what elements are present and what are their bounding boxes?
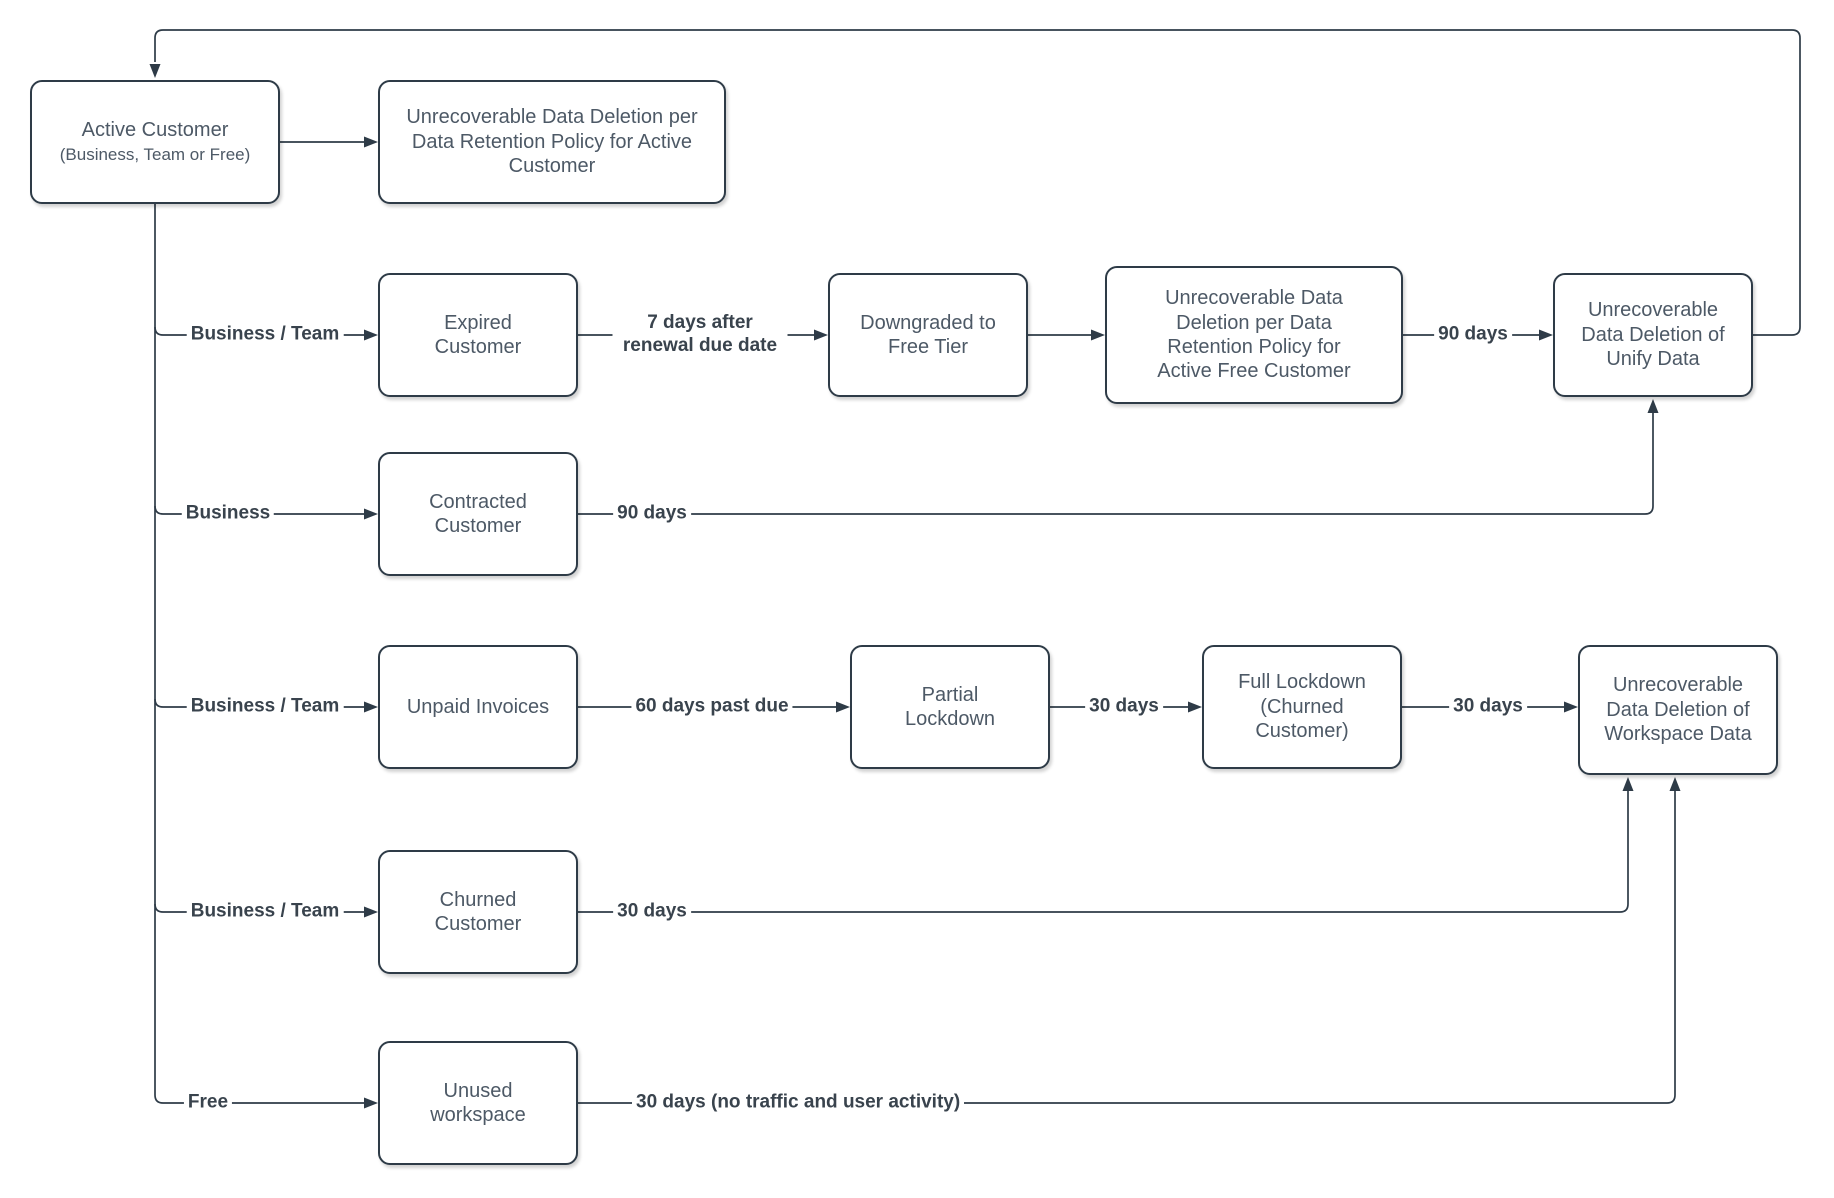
arrowhead-partial bbox=[836, 702, 850, 713]
branch-label-business-contracted: Business bbox=[182, 503, 274, 526]
arrowhead-unpaid bbox=[364, 702, 378, 713]
node-unpaid-invoices[interactable]: Unpaid Invoices bbox=[378, 645, 578, 769]
branch-label-business-team-expired: Business / Team bbox=[187, 324, 344, 347]
edge-label-30-days-full-workspace: 30 days bbox=[1449, 696, 1527, 719]
edge-label-60-days-past-due: 60 days past due bbox=[631, 696, 792, 719]
node-policy-active-free-customer[interactable]: Unrecoverable Data Deletion per Data Retention Policy for Active Free Customer bbox=[1105, 266, 1403, 404]
edge-label-30-days-churned: 30 days bbox=[613, 901, 691, 924]
arrowhead-workspace-bottom-1 bbox=[1623, 777, 1634, 791]
arrowhead-unify-bottom bbox=[1648, 399, 1659, 413]
edge-unused-workspace bbox=[578, 791, 1675, 1103]
arrowhead-contracted bbox=[364, 509, 378, 520]
branch-label-business-team-unpaid: Business / Team bbox=[187, 696, 344, 719]
arrowhead-policyfree bbox=[1091, 330, 1105, 341]
arrowhead-workspace-left bbox=[1564, 702, 1578, 713]
edge-label-90-days-contracted: 90 days bbox=[613, 503, 691, 526]
node-churned-customer[interactable]: Churned Customer bbox=[378, 850, 578, 974]
edge-label-90-days-policyfree: 90 days bbox=[1434, 324, 1512, 347]
node-workspace-data-deletion[interactable]: Unrecoverable Data Deletion of Workspace Data bbox=[1578, 645, 1778, 775]
edge-contracted-unify bbox=[578, 413, 1653, 514]
node-expired-customer[interactable]: Expired Customer bbox=[378, 273, 578, 397]
arrowhead-churned bbox=[364, 907, 378, 918]
edge-label-7-days-after-renewal: 7 days after renewal due date bbox=[613, 312, 788, 358]
branch-label-business-team-churned: Business / Team bbox=[187, 901, 344, 924]
node-active-customer[interactable] bbox=[30, 80, 280, 204]
node-active-customer-label: Active Customer (Business, Team or Free) bbox=[59, 118, 251, 164]
node-contracted-customer[interactable]: Contracted Customer bbox=[378, 452, 578, 576]
node-full-lockdown[interactable]: Full Lockdown (Churned Customer) bbox=[1202, 645, 1402, 769]
arrowhead-policy-active bbox=[364, 137, 378, 148]
arrowhead-unused bbox=[364, 1098, 378, 1109]
edge-churned-workspace bbox=[578, 791, 1628, 912]
edge-label-30-days-partial-full: 30 days bbox=[1085, 696, 1163, 719]
node-unify-data-deletion[interactable]: Unrecoverable Data Deletion of Unify Data bbox=[1553, 273, 1753, 397]
node-partial-lockdown[interactable]: Partial Lockdown bbox=[850, 645, 1050, 769]
node-downgraded-free-tier[interactable]: Downgraded to Free Tier bbox=[828, 273, 1028, 397]
arrowhead-unify-left bbox=[1539, 330, 1553, 341]
arrowhead-expired bbox=[364, 330, 378, 341]
branch-label-free-unused: Free bbox=[184, 1092, 232, 1115]
arrowhead-downgraded bbox=[814, 330, 828, 341]
arrowhead-workspace-bottom-2 bbox=[1670, 777, 1681, 791]
edge-label-30-days-no-traffic: 30 days (no traffic and user activity) bbox=[632, 1092, 964, 1115]
arrowhead-active-top bbox=[150, 64, 161, 78]
node-policy-active-customer[interactable]: Unrecoverable Data Deletion per Data Retention Policy for Active Customer bbox=[378, 80, 726, 204]
arrowhead-full bbox=[1188, 702, 1202, 713]
node-unused-workspace[interactable]: Unused workspace bbox=[378, 1041, 578, 1165]
